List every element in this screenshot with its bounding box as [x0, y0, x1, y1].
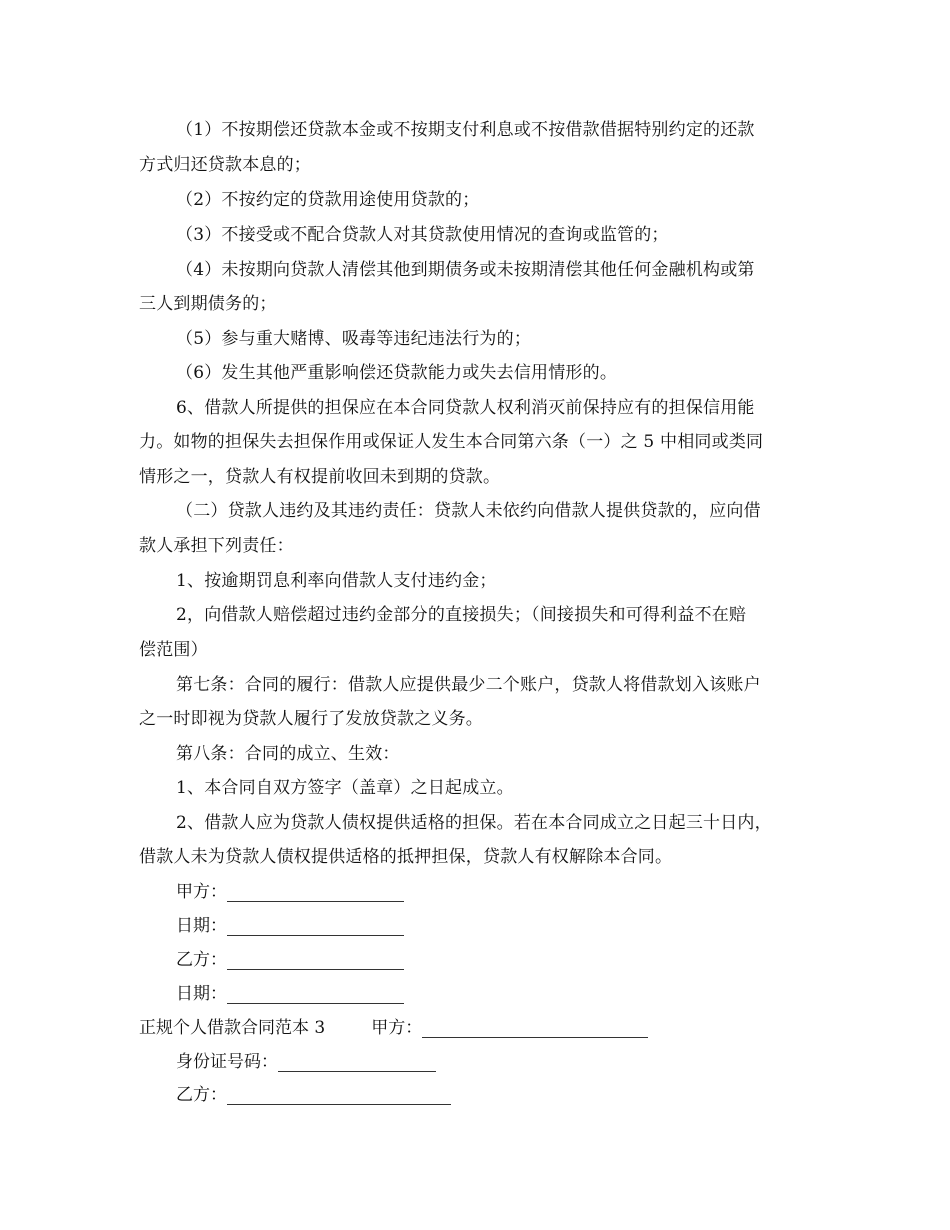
- paragraph-line: 1、按逾期罚息利率向借款人支付违约金；: [176, 571, 497, 591]
- paragraph-line: 第八条：合同的成立、生效：: [176, 744, 400, 764]
- next-party-a-label: 甲方：: [371, 1018, 423, 1038]
- paragraph-line: 力。如物的担保失去担保作用或保证人发生本合同第六条（一）之 5 中相同或类同: [139, 432, 764, 452]
- date-1-label: 日期：: [176, 916, 227, 936]
- paragraph-line: （1）不按期偿还贷款本金或不按期支付利息或不按借款借据特别约定的还款: [176, 120, 755, 140]
- paragraph-line: 2，向借款人赔偿超过违约金部分的直接损失；（间接损失和可得利益不在赔: [176, 605, 747, 625]
- date-2-blank[interactable]: [227, 984, 404, 1004]
- party-a-blank[interactable]: [227, 882, 404, 902]
- id-number-blank[interactable]: [278, 1052, 436, 1072]
- paragraph-line: （6）发生其他严重影响偿还贷款能力或失去信用情形的。: [176, 363, 618, 383]
- paragraph-line: 情形之一，贷款人有权提前收回未到期的贷款。: [139, 467, 501, 487]
- paragraph-line: 款人承担下列责任：: [139, 536, 294, 556]
- paragraph-line: （3）不接受或不配合贷款人对其贷款使用情况的查询或监管的；: [176, 225, 669, 245]
- party-a-signature-row: [176, 882, 404, 904]
- paragraph-line: 借款人未为贷款人债权提供适格的抵押担保，贷款人有权解除本合同。: [139, 847, 673, 867]
- date-1-row: [176, 916, 404, 938]
- party-b-blank[interactable]: [227, 950, 404, 970]
- next-contract-row: [139, 1018, 648, 1040]
- next-party-b-blank[interactable]: [227, 1085, 451, 1105]
- paragraph-line: （2）不按约定的贷款用途使用贷款的；: [176, 190, 480, 210]
- next-party-b-row: [176, 1085, 451, 1107]
- paragraph-line: （5）参与重大赌博、吸毒等违纪违法行为的；: [176, 329, 532, 349]
- party-b-label: 乙方：: [176, 950, 227, 970]
- paragraph-line: 三人到期债务的；: [139, 294, 277, 314]
- paragraph-line: （二）贷款人违约及其违约责任：贷款人未依约向借款人提供贷款的，应向借: [176, 501, 761, 521]
- paragraph-line: 第七条：合同的履行：借款人应提供最少二个账户，贷款人将借款划入该账户: [176, 675, 761, 695]
- next-party-a-blank[interactable]: [422, 1018, 648, 1038]
- paragraph-line: 2、借款人应为贷款人债权提供适格的担保。若在本合同成立之日起三十日内，: [176, 813, 772, 833]
- date-2-label: 日期：: [176, 984, 227, 1004]
- next-contract-title: 正规个人借款合同范本 3: [139, 1018, 326, 1038]
- paragraph-line: 6、借款人所提供的担保应在本合同贷款人权利消灭前保持应有的担保信用能: [176, 398, 755, 418]
- date-1-blank[interactable]: [227, 916, 404, 936]
- paragraph-line: 偿范围）: [139, 640, 208, 660]
- next-party-b-label: 乙方：: [176, 1085, 227, 1105]
- party-a-label: 甲方：: [176, 882, 227, 902]
- id-number-label: 身份证号码：: [176, 1052, 278, 1072]
- paragraph-line: （4）未按期向贷款人清偿其他到期债务或未按期清偿其他任何金融机构或第: [176, 260, 755, 280]
- party-b-signature-row: [176, 950, 404, 972]
- id-number-row: [176, 1052, 436, 1074]
- paragraph-line: 之一时即视为贷款人履行了发放贷款之义务。: [139, 709, 483, 729]
- paragraph-line: 1、本合同自双方签字（盖章）之日起成立。: [176, 778, 514, 798]
- date-2-row: [176, 984, 404, 1006]
- paragraph-line: 方式归还贷款本息的；: [139, 155, 311, 175]
